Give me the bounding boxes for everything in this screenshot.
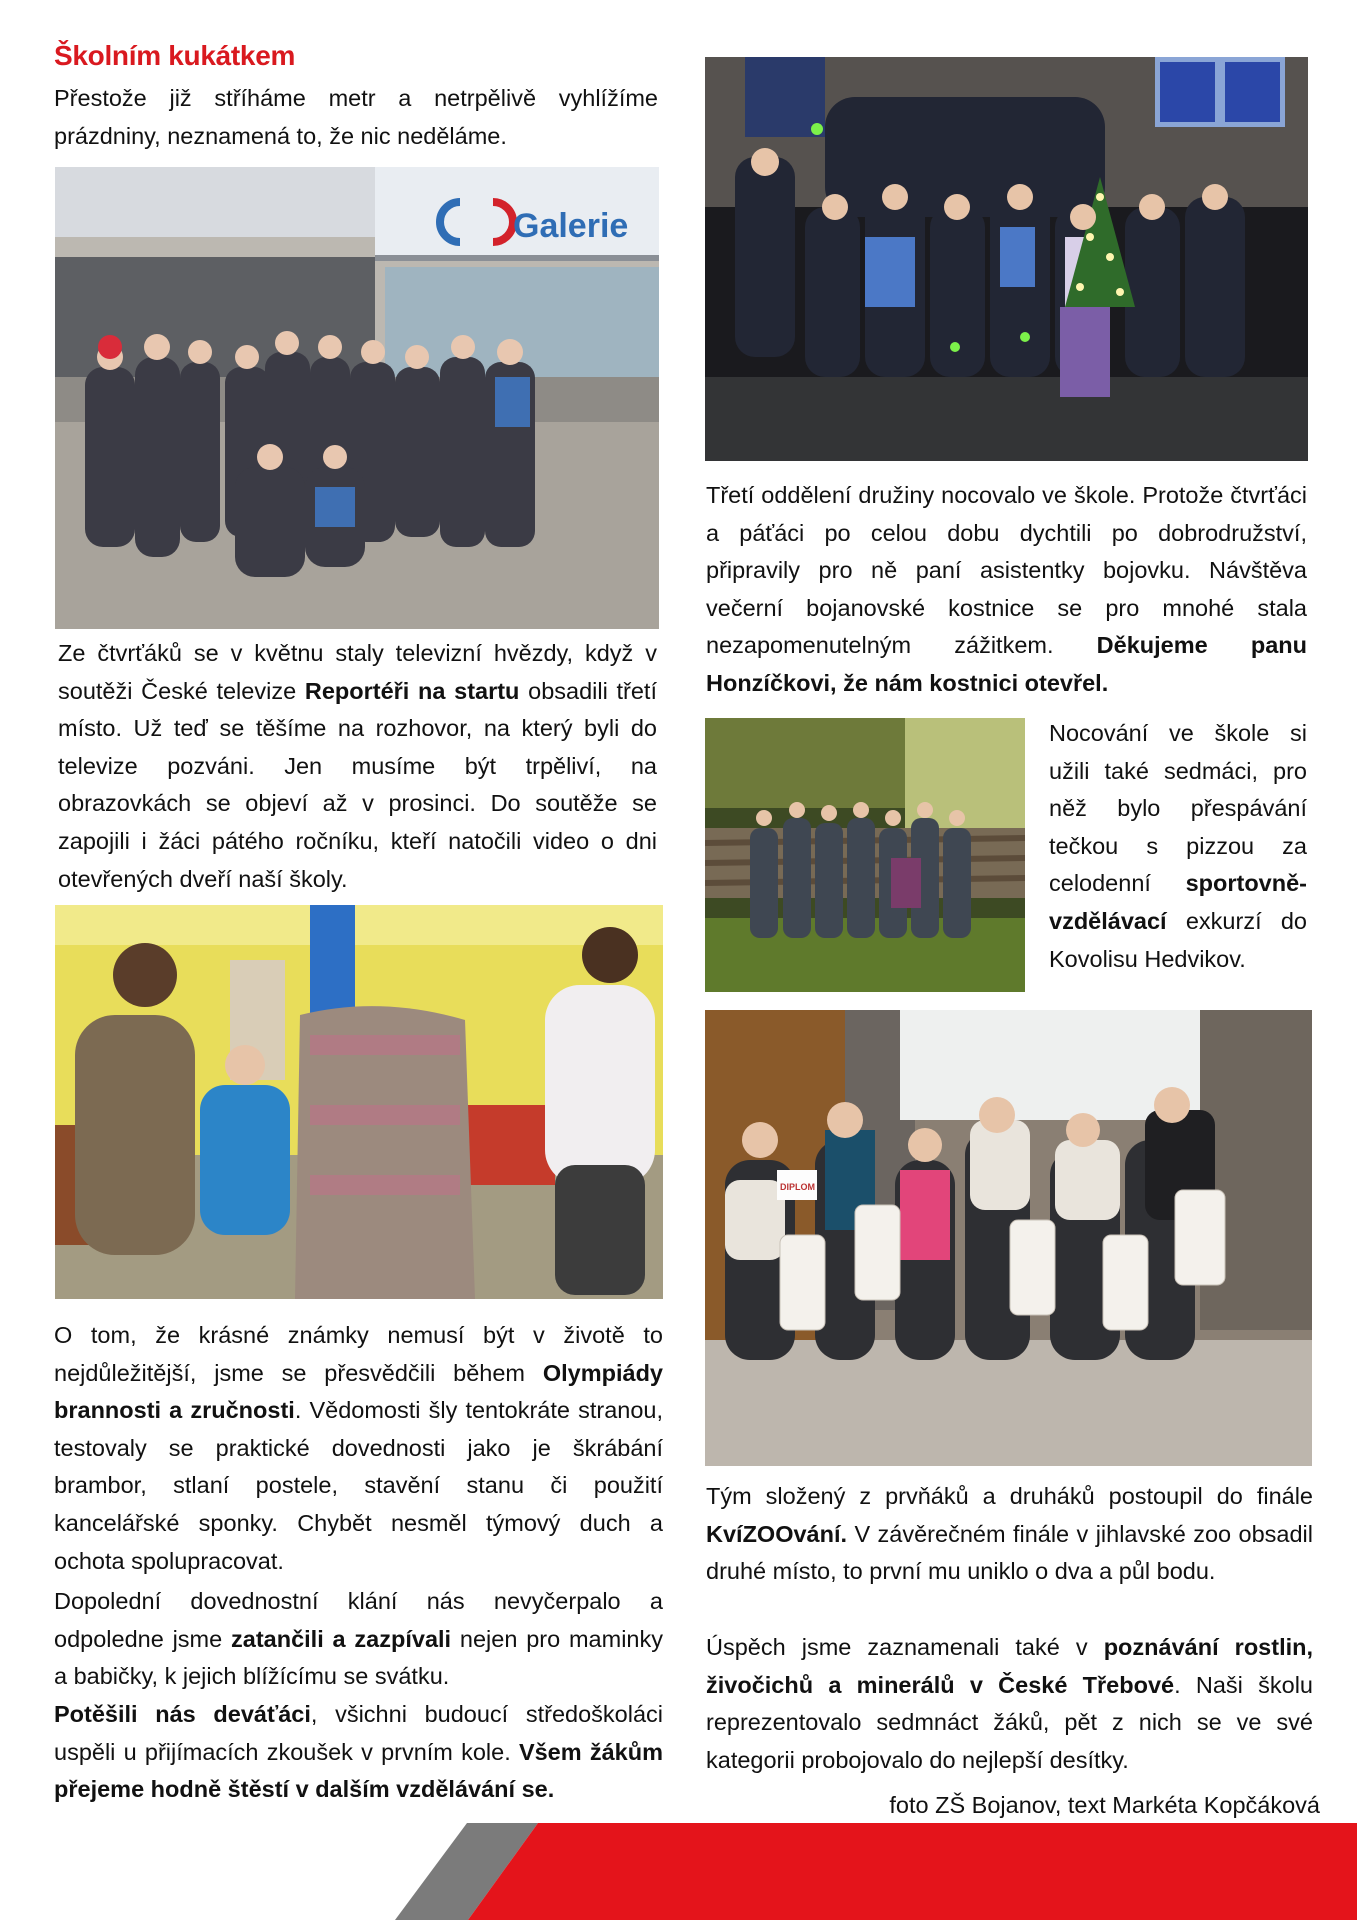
paragraph-dance-sing: Dopolední dovednostní klání nás nevyčerpalo a odpoledne jsme zatančili a zazpívali nejen pro maminky a babičky, k jejich blížícímu se svátku. — [54, 1588, 663, 1690]
photo-group-galerie — [55, 167, 659, 629]
bold-wishes: Všem žákům přejeme hodně štěstí v dalším vzdělávání se. — [54, 1738, 663, 1803]
photo-indoor-blanket-game — [55, 905, 663, 1299]
photo-night-group — [705, 57, 1308, 461]
photo-forest-group — [705, 718, 1025, 992]
bold-zatancili: zatančili a zazpívali — [231, 1625, 452, 1652]
intro-paragraph: Přestože již stříháme metr a netrpělivě vyhlížíme prázdniny, neznamená to, že nic neděláme. — [54, 85, 658, 149]
paragraph-seventh-graders: Nocování ve škole si užili také sedmáci, pro něž bylo přespávání tečkou s pizzou za celodenní sportovně-vzdělávací exkurzí do Kovolisu Hedvikov. — [1049, 720, 1307, 972]
bold-olympiada: Olympiády brannosti a zručnosti — [54, 1359, 663, 1424]
bold-thanks: Děkujeme panu Honzíčkovi, že nám kostnici otevřel. — [706, 632, 1307, 696]
photo-text-credit: foto ZŠ Bojanov, text Markéta Kopčáková — [889, 1792, 1320, 1818]
paragraph-zoo-quiz: Tým složený z prvňáků a druháků postoupil do finále KvíZOOvání. V závěrečném finále v jihlavské zoo obsadil druhé místo, to první mu uniklo o dva a půl bodu. — [706, 1483, 1313, 1585]
bold-kvizoovani: KvíZOOvání. — [706, 1520, 848, 1547]
footer-band-shape — [0, 1823, 1357, 1920]
bold-devataci: Potěšili nás deváťáci — [54, 1701, 311, 1727]
bold-reporteri: Reportéři na startu — [304, 677, 520, 704]
bold-poznavani: poznávání rostlin, živočichů a minerálů v České Třebové — [706, 1634, 1314, 1698]
diploma-label: DIPLOM — [780, 1182, 815, 1192]
paragraph-tv-competition: Ze čtvrťáků se v květnu staly televizní hvězdy, když v soutěži České televize Reportéři na startu obsadili třetí místo. Už teď se těšíme na rozhovor, na který byli do televize pozváni. Jen musíme být trpěliví, na obrazovkách se objeví až v prosinci. Do soutěže se zapojili i žáci pátého ročníku, kteří natočili video o dni otevřených dveří naší školy. — [58, 640, 657, 892]
photo-zoo-quiz-team — [705, 1010, 1312, 1466]
footer-decorative-band — [0, 1823, 1357, 1920]
galerie-sign-text: Galerie — [513, 207, 629, 245]
paragraph-night-stay: Třetí oddělení družiny nocovalo ve škole. Protože čtvrťáci a páťáci po celou dobu dychtili po dobrodružství, připravily pro ně paní asistentky bojovku. Návštěva večerní bojanovské kostnice se pro mnohé stala nezapomenutelným zážitkem. Děkujeme panu Honzíčkovi, že nám kostnici otevřel. — [706, 482, 1307, 696]
paragraph-olympiad: O tom, že krásné známky nemusí být v životě to nejdůležitější, jsme se přesvědčili během Olympiády brannosti a zručnosti. Vědomosti šly tentokráte stranou, testovaly se praktické dovednosti jako je škrábání brambor, stlaní postele, stavění stanu či použití kancelářské sponky. Chybět nesměl týmový duch a ochota spolupracovat. — [54, 1322, 663, 1574]
article-heading: Školním kukátkem — [54, 40, 296, 71]
paragraph-plants-competition: Úspěch jsme zaznamenali také v poznávání rostlin, živočichů a minerálů v České Třebové. Naši školu reprezentovalo sedmnáct žáků, pět z nich se ve své kategorii probojovalo do nejlepší desítky. — [706, 1634, 1314, 1773]
paragraph-ninth-graders: Potěšili nás deváťáci, všichni budoucí středoškoláci uspěli u přijímacích zkoušek v prvním kole. Všem žákům přejeme hodně štěstí v dalším vzdělávání se. — [54, 1701, 664, 1803]
bold-sport-edu: sportovně-vzdělávací — [1049, 870, 1307, 934]
